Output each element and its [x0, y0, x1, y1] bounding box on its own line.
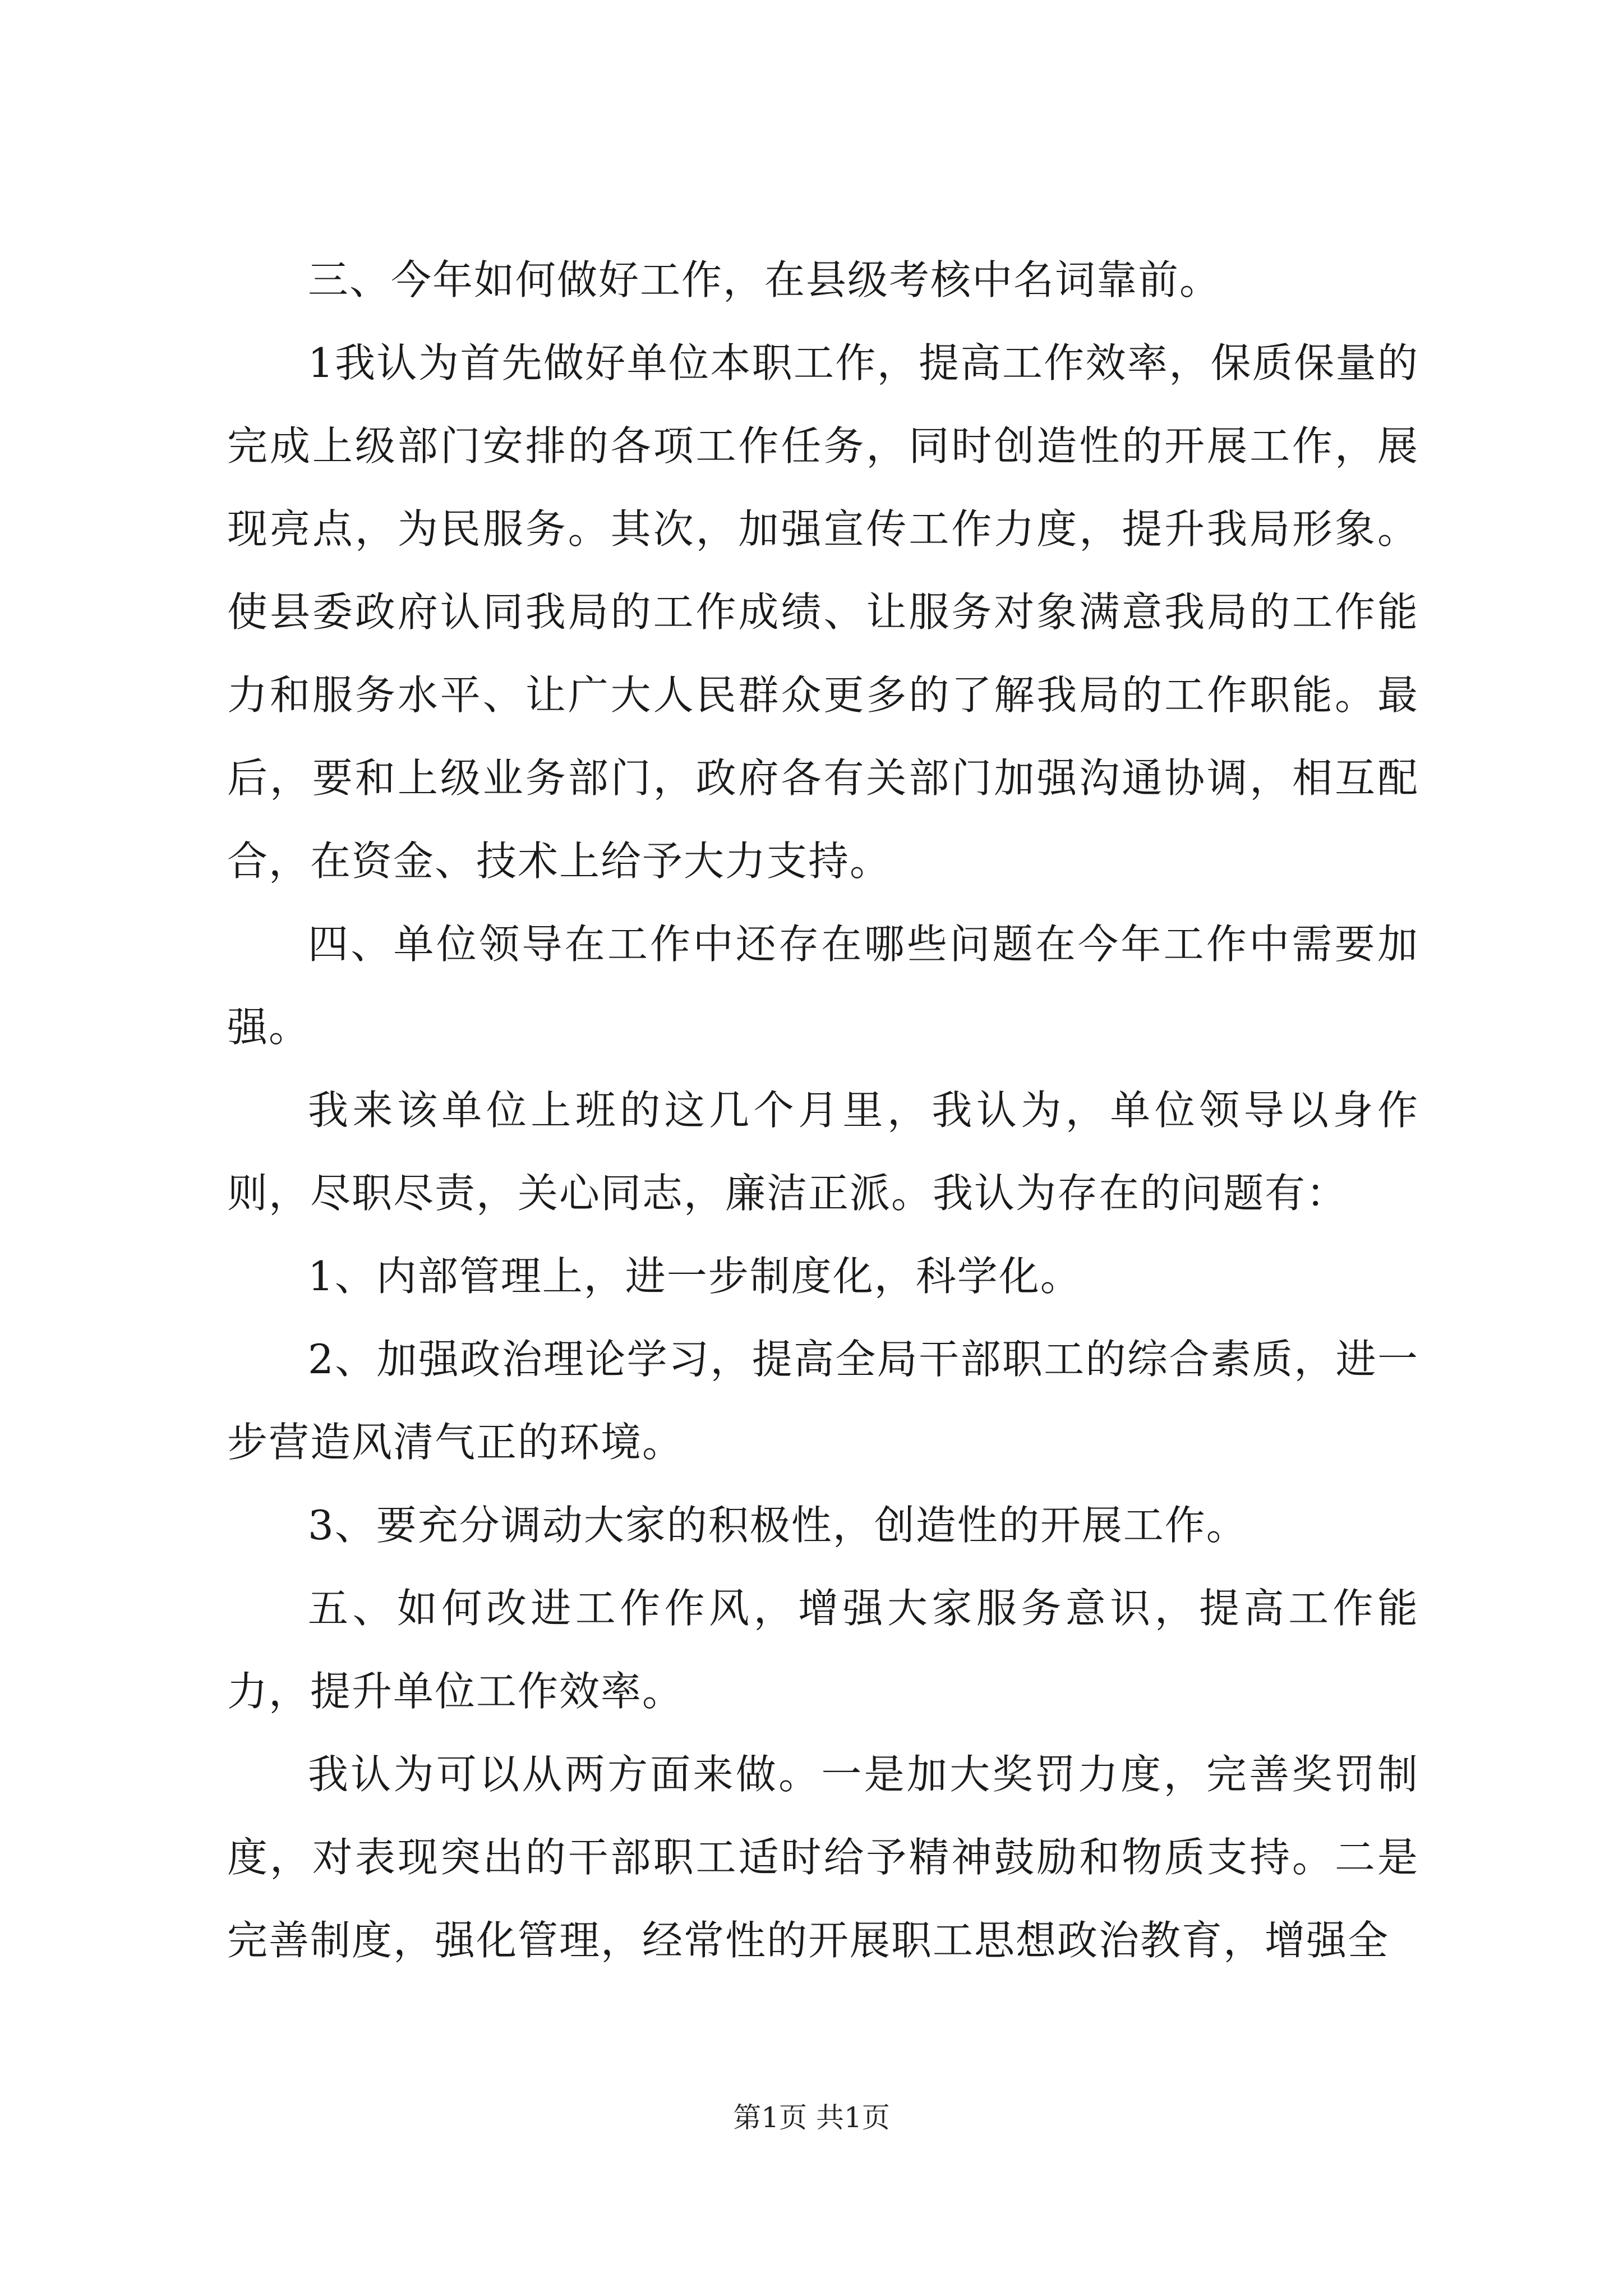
document-body [227, 238, 1419, 1982]
list-item: 1、内部管理上，进一步制度化，科学化。 [308, 1253, 1082, 1300]
paragraph: 我认为可以从两方面来做。一是加大奖罚力度，完善奖罚制度，对表现突出的干部职工适时给予精神鼓励和物质支持。二是完善制度，强化管理，经常性的开展职工思想政治教育，增强全 [227, 1751, 1419, 1964]
section-heading-5: 五、如何改进工作作风，增强大家服务意识，提高工作能力，提升单位工作效率。 [227, 1585, 1419, 1715]
section-heading-4: 四、单位领导在工作中还存在哪些问题在今年工作中需要加强。 [227, 921, 1419, 1051]
list-item: 3、要充分调动大家的积极性，创造性的开展工作。 [308, 1502, 1248, 1549]
section-heading-3: 三、今年如何做好工作，在县级考核中名词靠前。 [308, 256, 1221, 303]
paragraph: 我来该单位上班的这几个月里，我认为，单位领导以身作则，尽职尽责，关心同志，廉洁正派。我认为存在的问题有： [227, 1087, 1419, 1217]
list-item: 2、加强政治理论学习，提高全局干部职工的综合素质，进一步营造风清气正的环境。 [227, 1336, 1419, 1466]
page-footer: 第1页 共1页 [733, 2101, 890, 2134]
paragraph: 1我认为首先做好单位本职工作，提高工作效率，保质保量的完成上级部门安排的各项工作任务，同时创造性的开展工作，展现亮点，为民服务。其次，加强宣传工作力度，提升我局形象。使县委政府认同我局的工作成绩、让服务对象满意我局的工作能力和服务水平、让广大人民群众更多的了解我局的工作职能。最后，要和上级业务部门，政府各有关部门加强沟通协调，相互配合，在资金、技术上给予大力支持。 [227, 339, 1419, 885]
